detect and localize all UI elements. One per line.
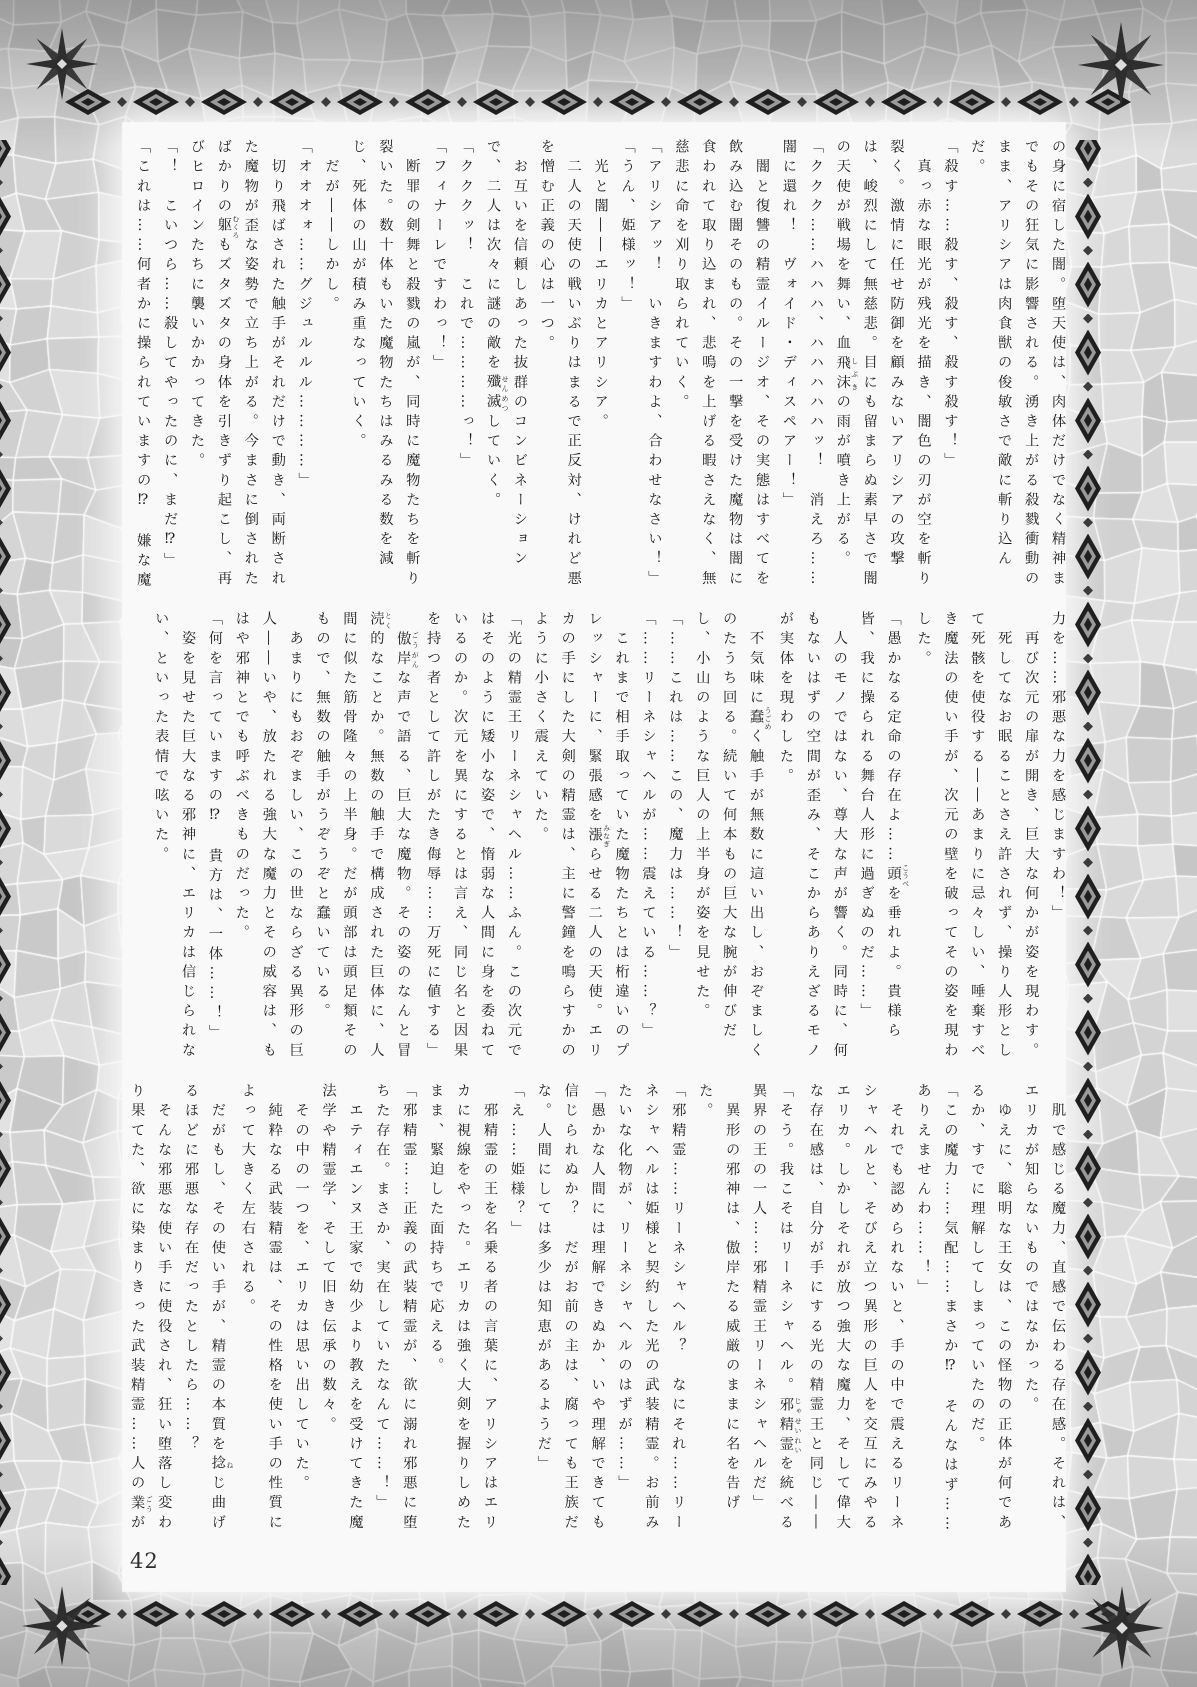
paragraph: 切り飛ばされた触手がそれだけで動き、両断された魔物が歪な姿勢で立ち上がる。今まさに倒されたばかりの躯 むくろもズタズタの身体を引きずり起こし、再びヒロインたちに襲いかかってきた。 <box>189 139 286 590</box>
dot-ornament-icon <box>457 97 467 107</box>
paragraph: 「何を言っていますの⁉ 貴方は、一体……！」 <box>206 611 223 1044</box>
dot-ornament-icon <box>1083 722 1093 732</box>
paragraph: 「邪精霊……リーネシャヘル？ なにそれ……リーネシャヘルは姫様と契約した光の武装精霊。お前みたいな化物が、リーネシャヘルのはずが……」 <box>616 1083 687 1534</box>
dot-ornament-icon <box>1083 382 1093 392</box>
diamond-ornament-icon <box>1075 194 1101 240</box>
dot-ornament-icon <box>0 314 3 324</box>
paragraph: 死してなお眠ることさえ許されず、操り人形として死骸を使役する――あまりに忌々しい、唾棄すべき魔法の使い手が、次元の壁を破ってその姿を現わした。 <box>915 611 1013 1062</box>
dot-ornament-icon <box>0 1130 3 1140</box>
dot-ornament-icon <box>0 790 3 800</box>
dot-ornament-icon <box>1083 1334 1093 1344</box>
paragraph: 光と闇――エリカとアリシア。 <box>592 139 609 433</box>
dot-ornament-icon <box>321 1609 331 1619</box>
diamond-ornament-icon <box>1075 330 1101 376</box>
dot-ornament-icon <box>0 654 3 664</box>
dot-ornament-icon <box>389 97 399 107</box>
paragraph: 「ククク……ハハハ、ハハハハハッ！ 消えろ……闇に還れ！ ヴォイド・ディスペアー！」 <box>780 139 824 590</box>
diamond-ornament-icon <box>0 738 11 784</box>
diamond-ornament-icon <box>0 1486 11 1532</box>
dot-ornament-icon <box>185 97 195 107</box>
diamond-ornament-icon <box>1017 89 1063 115</box>
dot-ornament-icon <box>1083 926 1093 936</box>
dot-ornament-icon <box>1083 994 1093 1004</box>
dot-ornament-icon <box>1083 654 1093 664</box>
paragraph: 人のモノではない、尊大な声が響く。同時に、何もないはずの空間が歪み、そこからありえざるモノが実体を現わした。 <box>777 611 848 1062</box>
bottom-border-ornament <box>30 1598 1166 1630</box>
dot-ornament-icon <box>1001 1609 1011 1619</box>
diamond-ornament-icon <box>337 89 383 115</box>
diamond-ornament-icon <box>337 1601 383 1627</box>
diamond-ornament-icon <box>0 942 11 988</box>
dot-ornament-icon <box>0 1402 3 1412</box>
dot-ornament-icon <box>457 1609 467 1619</box>
paragraph: 「……これは……この、魔力は……！」 <box>667 611 684 964</box>
diamond-ornament-icon <box>0 602 11 648</box>
diamond-ornament-icon <box>133 89 179 115</box>
paragraph: ゆえに、聡明な王女は、この怪物の正体が何であるか、すでに理解してしまっていたのだ。 <box>969 1083 1013 1534</box>
snowflake-ornament-icon <box>1080 1586 1164 1670</box>
dot-ornament-icon <box>865 1609 875 1619</box>
dot-ornament-icon <box>1083 314 1093 324</box>
dot-ornament-icon <box>661 97 671 107</box>
paragraph: お互いを信頼しあった抜群のコンビネーションで、二人は次々に謎の敵を殲滅 せんめつしていく。 <box>484 139 528 571</box>
diamond-ornament-icon <box>1075 140 1101 172</box>
paragraph: これまで相手取っていた魔物たちとは桁違いのプレッシャーに、緊張感を漲 みなぎらせる二人の天使。エリカの手にした大剣の精霊は、主に警鐘を鳴らすかのように小さく震えていた。 <box>532 611 630 1062</box>
diamond-ornament-icon <box>813 89 859 115</box>
diamond-ornament-icon <box>0 1554 11 1586</box>
paragraph: だが――しかし。 <box>323 139 340 316</box>
dot-ornament-icon <box>117 97 127 107</box>
diamond-ornament-icon <box>1075 398 1101 444</box>
diamond-ornament-icon <box>1075 1282 1101 1328</box>
diamond-ornament-icon <box>0 1418 11 1464</box>
dot-ornament-icon <box>729 97 739 107</box>
paragraph: 力を……邪悪な力を感じますわ！」 <box>1050 611 1066 925</box>
diamond-ornament-icon <box>1075 1010 1101 1056</box>
dot-ornament-icon <box>1083 518 1093 528</box>
paragraph: 姿を見せた巨大なる邪神に、エリカは信じられない、といった表情で呟いた。 <box>153 611 196 1062</box>
dot-ornament-icon <box>1001 97 1011 107</box>
paragraph: だがもし、その使い手が、精霊の本質を捻 ねじ曲げるほどに邪悪な存在だったとしたら……？ <box>183 1083 234 1534</box>
paragraph: 再び次元の扉が開き、巨大な何かが姿を現わす。 <box>1023 611 1040 1062</box>
dot-ornament-icon <box>1083 246 1093 256</box>
dot-ornament-icon <box>185 1609 195 1619</box>
diamond-ornament-icon <box>1075 1214 1101 1260</box>
dot-ornament-icon <box>1083 1062 1093 1072</box>
paragraph: エティエンヌ王家で幼少より教えを受けてきた魔法学や精霊学、そして旧き伝承の数々。 <box>320 1083 364 1534</box>
dot-ornament-icon <box>1069 1609 1079 1619</box>
dot-ornament-icon <box>0 1538 3 1548</box>
diamond-ornament-icon <box>201 1601 247 1627</box>
paragraph: 傲岸 ごうがんな声で語る、巨大な魔物。その姿のなんと冒涜 とく的なことか。無数の触手で構成された巨体に、人間に似た筋骨隆々の上半身。だが頭部は頭足類そのもので、無数の触手がうぞうぞと蠢いている。 <box>314 611 420 1062</box>
diamond-ornament-icon <box>1075 1078 1101 1124</box>
dot-ornament-icon <box>525 97 535 107</box>
diamond-ornament-icon <box>813 1601 859 1627</box>
diamond-ornament-icon <box>0 534 11 580</box>
diamond-ornament-icon <box>949 1601 995 1627</box>
top-border-ornament <box>30 86 1166 118</box>
paragraph: 不気味に蠢 うごめく触手が無数に這い出し、おぞましくのたうち回る。続いて何本もの巨大な腕が伸びだし、小山のような巨人の上半身が姿を見せた。 <box>694 611 773 1062</box>
dot-ornament-icon <box>661 1609 671 1619</box>
diamond-ornament-icon <box>1075 1350 1101 1396</box>
paragraph: その中の一つを、エリカは思い出していた。 <box>293 1083 310 1495</box>
diamond-ornament-icon <box>1075 1418 1101 1464</box>
dot-ornament-icon <box>0 994 3 1004</box>
diamond-ornament-icon <box>0 806 11 852</box>
snowflake-ornament-icon <box>1078 22 1164 108</box>
dot-ornament-icon <box>0 858 3 868</box>
dot-ornament-icon <box>0 450 3 460</box>
paragraph: 「愚かな人間には理解できぬか、いや理解できても信じられぬか？ だがお前の主は、腐っても王族だな。人間にしては多少は知恵があるようだ」 <box>535 1083 606 1534</box>
dot-ornament-icon <box>593 1609 603 1619</box>
diamond-ornament-icon <box>1075 942 1101 988</box>
diamond-ornament-icon <box>0 1010 11 1056</box>
dot-ornament-icon <box>117 1609 127 1619</box>
paragraph: それでも認められないと、手の中で震えるリーネシャヘルと、そびえ立つ異形の巨人を交互にみやるエリカ。しかしそれが放つ強大な魔力、そして偉大な存在感は、自分が手にする光の精霊王と同じ―― <box>807 1083 905 1534</box>
text-band-bottom <box>129 1083 1071 1541</box>
paragraph: 異形の邪神は、傲岸たる威厳のままに名を告げた。 <box>697 1083 741 1515</box>
dot-ornament-icon <box>0 518 3 528</box>
paragraph: 「光の精霊王リーネシャヘル……ふん。この次元ではそのように矮小な姿で、惰弱な人間に身を委ねているのか。次元を異にするとは言え、同じ名と因果を持つ者として許しがたき侮辱……万死に値する」 <box>425 611 522 1062</box>
paragraph: そんな邪悪な使い手に使役され、狂い堕落し変わり果てた、欲に染まりきった武装精霊……人の業 ごうが <box>129 1083 173 1534</box>
paragraph: 真っ赤な眼光が残光を描き、闇色の刃が空を斬り裂く。激情に任せ防御を顧みないアリシアの攻撃は、峻烈にして無慈悲。目にも留まらぬ素早さで闇の天使が戦場を舞い、血飛沫 しぶきの雨が噴き上がる。 <box>834 139 932 590</box>
diamond-ornament-icon <box>541 89 587 115</box>
diamond-ornament-icon <box>0 1350 11 1396</box>
dot-ornament-icon <box>1083 450 1093 460</box>
dot-ornament-icon <box>0 926 3 936</box>
paragraph: 「アリシアッ！ いきますわよ、合わせなさい！」 <box>646 139 663 590</box>
paragraph: 「邪精霊……正義の武装精霊が、欲に溺れ邪悪に堕ちた存在。まさか、実在していたなんて……！」 <box>374 1083 418 1534</box>
dot-ornament-icon <box>1083 586 1093 596</box>
diamond-ornament-icon <box>1075 806 1101 852</box>
dot-ornament-icon <box>933 97 943 107</box>
dot-ornament-icon <box>0 1470 3 1480</box>
paragraph: 純粋なる武装精霊は、その性格を使い手の性質によって大きく左右される。 <box>239 1083 283 1534</box>
dot-ornament-icon <box>1083 178 1093 188</box>
paragraph: 「フィナーレですわっ！」 <box>431 139 448 375</box>
text-band-top <box>129 139 1071 597</box>
diamond-ornament-icon <box>0 1146 11 1192</box>
paragraph: 邪精霊の王を名乗る者の言葉に、アリシアはエリカに視線をやった。エリカは強く大剣を握りしめたまま、緊迫した面持ちで応える。 <box>428 1083 498 1534</box>
paragraph: 「愚かなる定命の存在よ……頭 こうべを垂れよ。貴様ら皆、我に操られる舞台人形に過ぎぬのだ……」 <box>858 611 910 1043</box>
diamond-ornament-icon <box>677 89 723 115</box>
dot-ornament-icon <box>0 722 3 732</box>
diamond-ornament-icon <box>405 89 451 115</box>
diamond-ornament-icon <box>881 89 927 115</box>
paragraph: 二人の天使の戦いぶりはまるで正反対、けれど悪を憎む正義の心は一つ。 <box>538 139 582 590</box>
paragraph: 肌で感じる魔力、直感で伝わる存在感。それは、エリカが知らないものではなかった。 <box>1023 1083 1066 1534</box>
dot-ornament-icon <box>1083 1402 1093 1412</box>
dot-ornament-icon <box>1083 1266 1093 1276</box>
paragraph: 「オオオォ……グジュルルル…………」 <box>296 139 313 492</box>
dot-ornament-icon <box>1083 1198 1093 1208</box>
diamond-ornament-icon <box>1075 262 1101 308</box>
dot-ornament-icon <box>1083 1130 1093 1140</box>
dot-ornament-icon <box>525 1609 535 1619</box>
diamond-ornament-icon <box>677 1601 723 1627</box>
diamond-ornament-icon <box>473 1601 519 1627</box>
paragraph: 「え……姫様？」 <box>508 1083 525 1240</box>
diamond-ornament-icon <box>0 330 11 376</box>
paragraph: 「！ こいつら……殺してやったのに、まだ⁉」 <box>162 139 179 572</box>
dot-ornament-icon <box>389 1609 399 1619</box>
dot-ornament-icon <box>0 178 3 188</box>
dot-ornament-icon <box>1083 1470 1093 1480</box>
dot-ornament-icon <box>1083 790 1093 800</box>
paragraph: 「殺す……殺す、殺す、殺す殺す！」 <box>942 139 959 473</box>
diamond-ornament-icon <box>0 1078 11 1124</box>
diamond-ornament-icon <box>0 670 11 716</box>
diamond-ornament-icon <box>745 89 791 115</box>
text-band-middle <box>129 611 1071 1069</box>
diamond-ornament-icon <box>1075 466 1101 512</box>
diamond-ornament-icon <box>269 89 315 115</box>
dot-ornament-icon <box>729 1609 739 1619</box>
diamond-ornament-icon <box>133 1601 179 1627</box>
snowflake-ornament-icon <box>26 28 98 100</box>
diamond-ornament-icon <box>0 1282 11 1328</box>
diamond-ornament-icon <box>609 89 655 115</box>
diamond-ornament-icon <box>0 194 11 240</box>
paragraph: 「クククッ！ これで…………っ！」 <box>458 139 475 473</box>
diamond-ornament-icon <box>1075 1146 1101 1192</box>
diamond-ornament-icon <box>269 1601 315 1627</box>
paragraph: 「この魔力……気配……まさか⁉ そんなはず……ありえませんわ……！」 <box>915 1083 959 1536</box>
diamond-ornament-icon <box>1075 602 1101 648</box>
paragraph: あまりにもおぞましい、この世ならざる異形の巨人――いや、放たれる強大な魔力とその威容は、もはや邪神とでも呼ぶべきものだった。 <box>233 611 304 1062</box>
diamond-ornament-icon <box>1017 1601 1063 1627</box>
left-border-ornament <box>0 140 14 1585</box>
diamond-ornament-icon <box>1075 534 1101 580</box>
dot-ornament-icon <box>0 1334 3 1344</box>
dot-ornament-icon <box>865 97 875 107</box>
diamond-ornament-icon <box>1075 1486 1101 1532</box>
dot-ornament-icon <box>0 1062 3 1072</box>
diamond-ornament-icon <box>0 398 11 444</box>
dot-ornament-icon <box>321 97 331 107</box>
diamond-ornament-icon <box>1075 738 1101 784</box>
diamond-ornament-icon <box>1075 1554 1101 1586</box>
diamond-ornament-icon <box>473 89 519 115</box>
dot-ornament-icon <box>0 382 3 392</box>
diamond-ornament-icon <box>745 1601 791 1627</box>
paragraph: 「そう。我こそはリーネシャヘル。邪精霊 じゃせいれいを統べる異界の王の一人……邪精霊王リーネシャヘルだ」 <box>751 1083 802 1534</box>
dot-ornament-icon <box>933 1609 943 1619</box>
dot-ornament-icon <box>1083 858 1093 868</box>
diamond-ornament-icon <box>405 1601 451 1627</box>
dot-ornament-icon <box>593 97 603 107</box>
diamond-ornament-icon <box>0 262 11 308</box>
page-number: 42 <box>130 1549 159 1573</box>
dot-ornament-icon <box>797 97 807 107</box>
diamond-ornament-icon <box>881 1601 927 1627</box>
diamond-ornament-icon <box>541 1601 587 1627</box>
diamond-ornament-icon <box>0 140 11 172</box>
paragraph: 断罪の剣舞と殺戮の嵐が、同時に魔物たちを斬り裂いた。数十体もいた魔物たちはみるみる数を減じ、死体の山が積み重なっていく。 <box>350 139 421 590</box>
paragraph: 「うん、姫様ッ！」 <box>619 139 636 316</box>
dot-ornament-icon <box>1083 1538 1093 1548</box>
diamond-ornament-icon <box>201 89 247 115</box>
paragraph: の身に宿した闇。堕天使は、肉体だけでなく精神までもその狂気に影響される。湧き上がる殺戮衝動のまま、アリシアは肉食獣の俊敏さで敵に斬り込んだ。 <box>969 139 1066 590</box>
diamond-ornament-icon <box>1075 670 1101 716</box>
snowflake-ornament-icon <box>22 1586 102 1666</box>
dot-ornament-icon <box>253 97 263 107</box>
diamond-ornament-icon <box>0 466 11 512</box>
paragraph: 「これは……何者かに操られていますの⁉ 嫌な魔 <box>135 139 152 592</box>
diamond-ornament-icon <box>609 1601 655 1627</box>
diamond-ornament-icon <box>0 874 11 920</box>
right-border-ornament <box>1072 140 1104 1585</box>
dot-ornament-icon <box>0 246 3 256</box>
paragraph: 闇と復讐の精霊イルージオ、その実態はすべてを飲み込む闇そのもの。その一撃を受けた魔物は闇に食われて取り込まれ、悲鳴を上げる暇さえなく、無慈悲に命を刈り取られていく。 <box>673 139 771 590</box>
diamond-ornament-icon <box>1075 874 1101 920</box>
dot-ornament-icon <box>797 1609 807 1619</box>
dot-ornament-icon <box>0 1198 3 1208</box>
dot-ornament-icon <box>0 586 3 596</box>
dot-ornament-icon <box>0 1266 3 1276</box>
dot-ornament-icon <box>253 1609 263 1619</box>
diamond-ornament-icon <box>0 1214 11 1260</box>
paragraph: 「……リーネシャヘルが……震えている……？」 <box>640 611 657 1043</box>
diamond-ornament-icon <box>949 89 995 115</box>
